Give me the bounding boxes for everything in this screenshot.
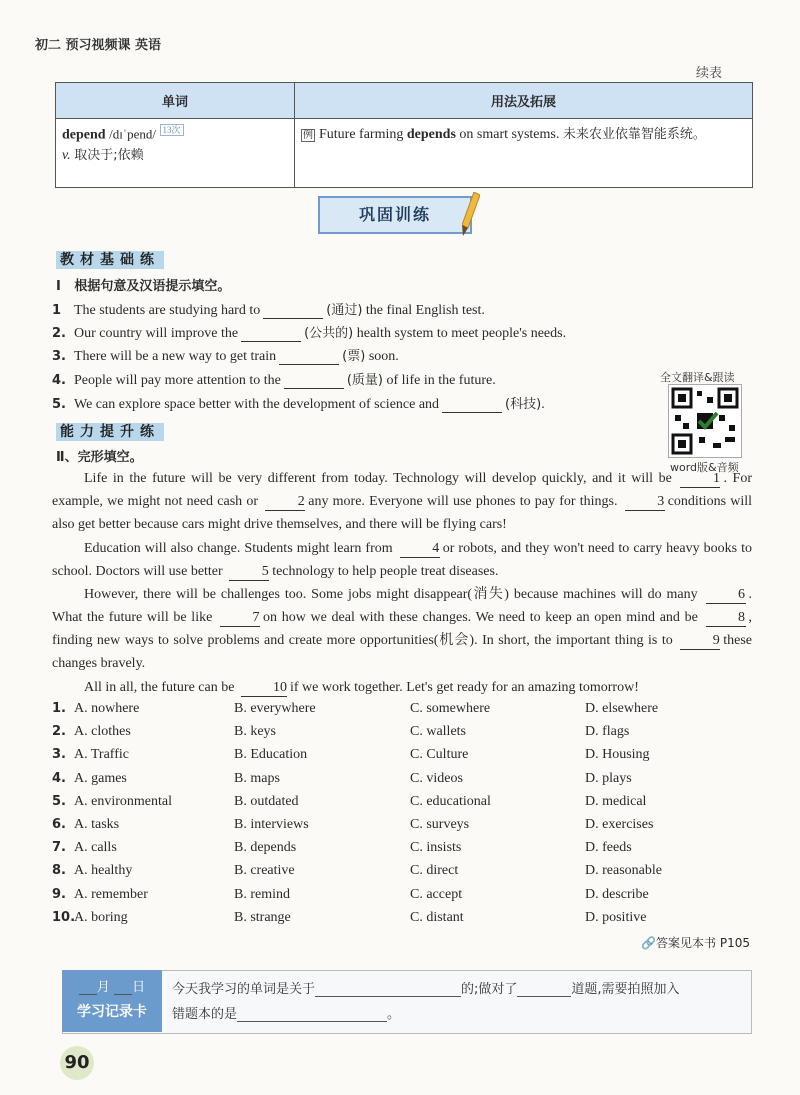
- option-d[interactable]: D. plays: [585, 770, 632, 786]
- fill-item: [52, 345, 399, 365]
- passage-text: . For example, we might not need cash or: [52, 471, 752, 509]
- pencil-icon: [462, 192, 480, 236]
- day-label: 日: [132, 980, 146, 995]
- option-b[interactable]: B. depends: [234, 840, 297, 856]
- passage-blank[interactable]: 6: [706, 587, 746, 604]
- option-row: [52, 840, 752, 862]
- continued-label: 续表: [695, 66, 722, 81]
- usage-cell: [295, 119, 753, 188]
- option-d[interactable]: D. positive: [585, 909, 647, 925]
- section1-subtitle: [56, 275, 230, 294]
- option-c[interactable]: C. videos: [410, 770, 463, 786]
- passage-blank[interactable]: 10: [241, 680, 287, 697]
- month-field[interactable]: [79, 980, 97, 995]
- word-cell: [56, 119, 295, 188]
- card-blank-topic[interactable]: [315, 982, 461, 997]
- passage-blank[interactable]: 4: [400, 541, 440, 558]
- passage-paragraph-3: [52, 583, 752, 675]
- item-number: 5.: [52, 397, 66, 412]
- blank-input[interactable]: [241, 327, 301, 342]
- example-label: 例: [303, 130, 313, 141]
- option-row: [52, 724, 752, 746]
- option-d[interactable]: D. elsewhere: [585, 701, 659, 716]
- item-hint: (票): [342, 349, 366, 364]
- item-number: 2.: [52, 326, 66, 341]
- item-hint: (质量): [346, 373, 383, 388]
- option-a[interactable]: A. nowhere: [74, 701, 140, 716]
- option-b[interactable]: B. creative: [234, 863, 295, 879]
- option-c[interactable]: C. distant: [410, 909, 464, 925]
- passage-text: conditions will also get better because cars might drive themselves, and there will be flying cars!: [52, 494, 753, 532]
- fill-item: [52, 299, 485, 319]
- option-row: [52, 863, 752, 885]
- option-d[interactable]: D. feeds: [585, 840, 632, 856]
- page-header: 初二 预习视频课 英语: [35, 38, 162, 53]
- passage-text: However, there will be challenges too. Some jobs might disappear(消失) because machines will do many: [84, 587, 698, 602]
- option-b[interactable]: B. everywhere: [234, 701, 316, 716]
- passage-blank[interactable]: 1: [680, 471, 720, 488]
- item-hint: (科技): [505, 397, 542, 412]
- option-number: 8.: [52, 863, 66, 879]
- card-line-1: [172, 978, 680, 997]
- card-text: 今天我学习的单词是关于: [172, 982, 316, 997]
- qr-code-icon[interactable]: [668, 384, 742, 458]
- option-number: 1.: [52, 701, 66, 716]
- card-text: 的;做对了: [461, 982, 518, 997]
- card-tag: [62, 970, 162, 1032]
- option-number: 6.: [52, 817, 66, 832]
- passage-text: on how we deal with these changes. We need to keep an open mind and be: [263, 610, 698, 625]
- blank-input[interactable]: [284, 374, 344, 389]
- passage-paragraph-1: [52, 467, 752, 536]
- option-d[interactable]: D. medical: [585, 793, 647, 809]
- option-b[interactable]: B. outdated: [234, 793, 299, 809]
- item-number: 4.: [52, 373, 66, 388]
- passage-text: , finding new ways to solve problems and create more opportunities(机会). In short, the important thing is to: [52, 610, 753, 648]
- option-number: 4.: [52, 770, 66, 786]
- option-row: [52, 771, 752, 793]
- example-pre: Future farming: [319, 127, 407, 142]
- item-hint: (通过): [326, 303, 363, 318]
- passage-blank[interactable]: 3: [625, 494, 665, 511]
- vocab-table: [55, 82, 753, 188]
- option-c[interactable]: C. Culture: [410, 747, 469, 763]
- option-row: [52, 747, 752, 769]
- answer-ref-text: 答案见本书 P105: [656, 936, 750, 950]
- section2-subtitle: Ⅱ、完形填空。: [56, 450, 143, 465]
- option-row: [52, 887, 752, 909]
- passage-blank[interactable]: 7: [220, 610, 260, 627]
- option-d[interactable]: D. describe: [585, 886, 649, 902]
- passage-text: if we work together. Let's get ready for an amazing tomorrow!: [289, 680, 639, 695]
- option-number: 2.: [52, 724, 66, 740]
- month-label: 月: [96, 980, 110, 995]
- day-field[interactable]: [114, 980, 132, 995]
- passage-text: . What the future will be like: [52, 587, 753, 625]
- option-a[interactable]: A. remember: [74, 886, 148, 902]
- option-number: 7.: [52, 840, 66, 856]
- section2-title-wrap: [56, 421, 164, 441]
- item-post: .: [541, 397, 545, 412]
- option-b[interactable]: B. remind: [234, 886, 290, 902]
- qr-bottom-label: word版&音频: [670, 461, 739, 474]
- section1-sub-text: 根据句意及汉语提示填空。: [74, 279, 231, 294]
- phonetic: /dɪˈpend/: [109, 126, 157, 142]
- section1-title: 教材基础练: [56, 251, 164, 269]
- card-text: 道题,需要拍照加入: [571, 982, 680, 997]
- option-a[interactable]: A. games: [74, 770, 127, 786]
- blank-input[interactable]: [263, 304, 323, 319]
- fill-item: [52, 393, 545, 413]
- card-blank-mistakes[interactable]: [237, 1007, 387, 1022]
- card-tag-title: 学习记录卡: [77, 1004, 147, 1020]
- item-pre: Our country will improve the: [74, 326, 239, 341]
- option-number: 9.: [52, 886, 66, 902]
- item-pre: People will pay more attention to the: [74, 373, 281, 388]
- option-b[interactable]: B. Education: [234, 747, 308, 763]
- section-banner: 巩固训练: [318, 196, 472, 234]
- option-number: 10.: [52, 909, 76, 925]
- section2-title: 能力提升练: [56, 423, 164, 441]
- item-number: 1: [52, 303, 62, 318]
- item-post: of life in the future.: [386, 373, 496, 388]
- word: depend: [62, 127, 106, 143]
- option-row: [52, 701, 752, 723]
- fill-item: [52, 322, 566, 342]
- passage-text: technology to help people treat diseases.: [272, 564, 499, 579]
- card-text: 。: [387, 1007, 401, 1022]
- option-c[interactable]: C. accept: [410, 886, 463, 902]
- example-bold: depends: [406, 127, 456, 142]
- option-a[interactable]: A. calls: [74, 840, 117, 856]
- option-number: 3.: [52, 747, 66, 763]
- item-pre: The students are studying hard to: [74, 303, 261, 318]
- option-d[interactable]: D. reasonable: [585, 863, 662, 879]
- passage-blank[interactable]: 5: [229, 564, 269, 581]
- passage-blank[interactable]: 8: [706, 610, 746, 627]
- option-c[interactable]: C. educational: [410, 793, 491, 809]
- section1-sub-num: Ⅰ: [56, 279, 61, 294]
- option-c[interactable]: C. somewhere: [410, 701, 491, 716]
- option-row: [52, 794, 752, 816]
- passage-text: or robots, and they won't need to carry heavy books to school. Doctors will use better: [52, 541, 753, 579]
- answer-reference: [641, 934, 750, 951]
- passage-text: Life in the future will be very different from today. Technology will develop quickly, and it will be: [84, 471, 672, 486]
- item-post: soon.: [368, 349, 399, 364]
- option-d[interactable]: D. Housing: [585, 747, 650, 763]
- example-cn: 未来农业依靠智能系统。: [562, 127, 706, 142]
- item-post: the final English test.: [365, 303, 485, 318]
- option-a[interactable]: A. Traffic: [74, 747, 129, 763]
- blank-input[interactable]: [442, 398, 502, 413]
- item-post: health system to meet people's needs.: [356, 326, 567, 341]
- fill-item: [52, 369, 496, 389]
- option-d[interactable]: D. flags: [585, 724, 630, 740]
- example-post: on smart systems.: [455, 127, 560, 142]
- qr-top-label: 全文翻译&跟读: [660, 371, 735, 384]
- link-icon: 🔗: [641, 936, 657, 950]
- option-row: [52, 910, 752, 932]
- option-a[interactable]: A. healthy: [74, 863, 133, 879]
- freq-badge: 13次: [160, 124, 184, 136]
- passage-text: Education will also change. Students might learn from: [84, 541, 393, 556]
- card-text: 错题本的是: [172, 1007, 238, 1022]
- passage-paragraph-4: [52, 676, 752, 699]
- option-c[interactable]: C. wallets: [410, 724, 466, 740]
- option-d[interactable]: D. exercises: [585, 817, 654, 832]
- card-blank-count[interactable]: [517, 982, 571, 997]
- page-number: 90: [60, 1046, 94, 1080]
- option-b[interactable]: B. strange: [234, 909, 291, 925]
- col-header-word: 单词: [56, 83, 295, 119]
- item-number: 3.: [52, 349, 66, 364]
- option-b[interactable]: B. keys: [234, 724, 276, 740]
- option-a[interactable]: A. boring: [74, 909, 128, 925]
- col-header-usage: 用法及拓展: [295, 83, 753, 119]
- passage-text: All in all, the future can be: [84, 680, 235, 695]
- option-a[interactable]: A. environmental: [74, 793, 172, 809]
- passage-text: any more. Everyone will use phones to pay for things.: [308, 494, 618, 509]
- option-b[interactable]: B. maps: [234, 770, 280, 786]
- option-row: [52, 817, 752, 839]
- option-c[interactable]: C. surveys: [410, 817, 470, 832]
- option-b[interactable]: B. interviews: [234, 817, 309, 832]
- blank-input[interactable]: [279, 350, 339, 365]
- passage-paragraph-2: [52, 537, 752, 583]
- part-of-speech: v.: [62, 147, 71, 163]
- passage-blank[interactable]: 9: [680, 633, 720, 650]
- option-number: 5.: [52, 793, 66, 809]
- option-a[interactable]: A. tasks: [74, 817, 120, 832]
- card-line-2: [172, 1003, 400, 1022]
- passage-text: these changes bravely.: [52, 633, 753, 671]
- section1-title-wrap: [56, 249, 164, 269]
- option-a[interactable]: A. clothes: [74, 724, 131, 740]
- item-pre: There will be a new way to get train: [74, 349, 277, 364]
- word-meaning: 取决于;依赖: [74, 147, 144, 163]
- item-hint: (公共的): [304, 326, 354, 341]
- option-c[interactable]: C. direct: [410, 863, 459, 879]
- option-c[interactable]: C. insists: [410, 840, 462, 856]
- item-pre: We can explore space better with the development of science and: [74, 397, 440, 412]
- passage-blank[interactable]: 2: [265, 494, 305, 511]
